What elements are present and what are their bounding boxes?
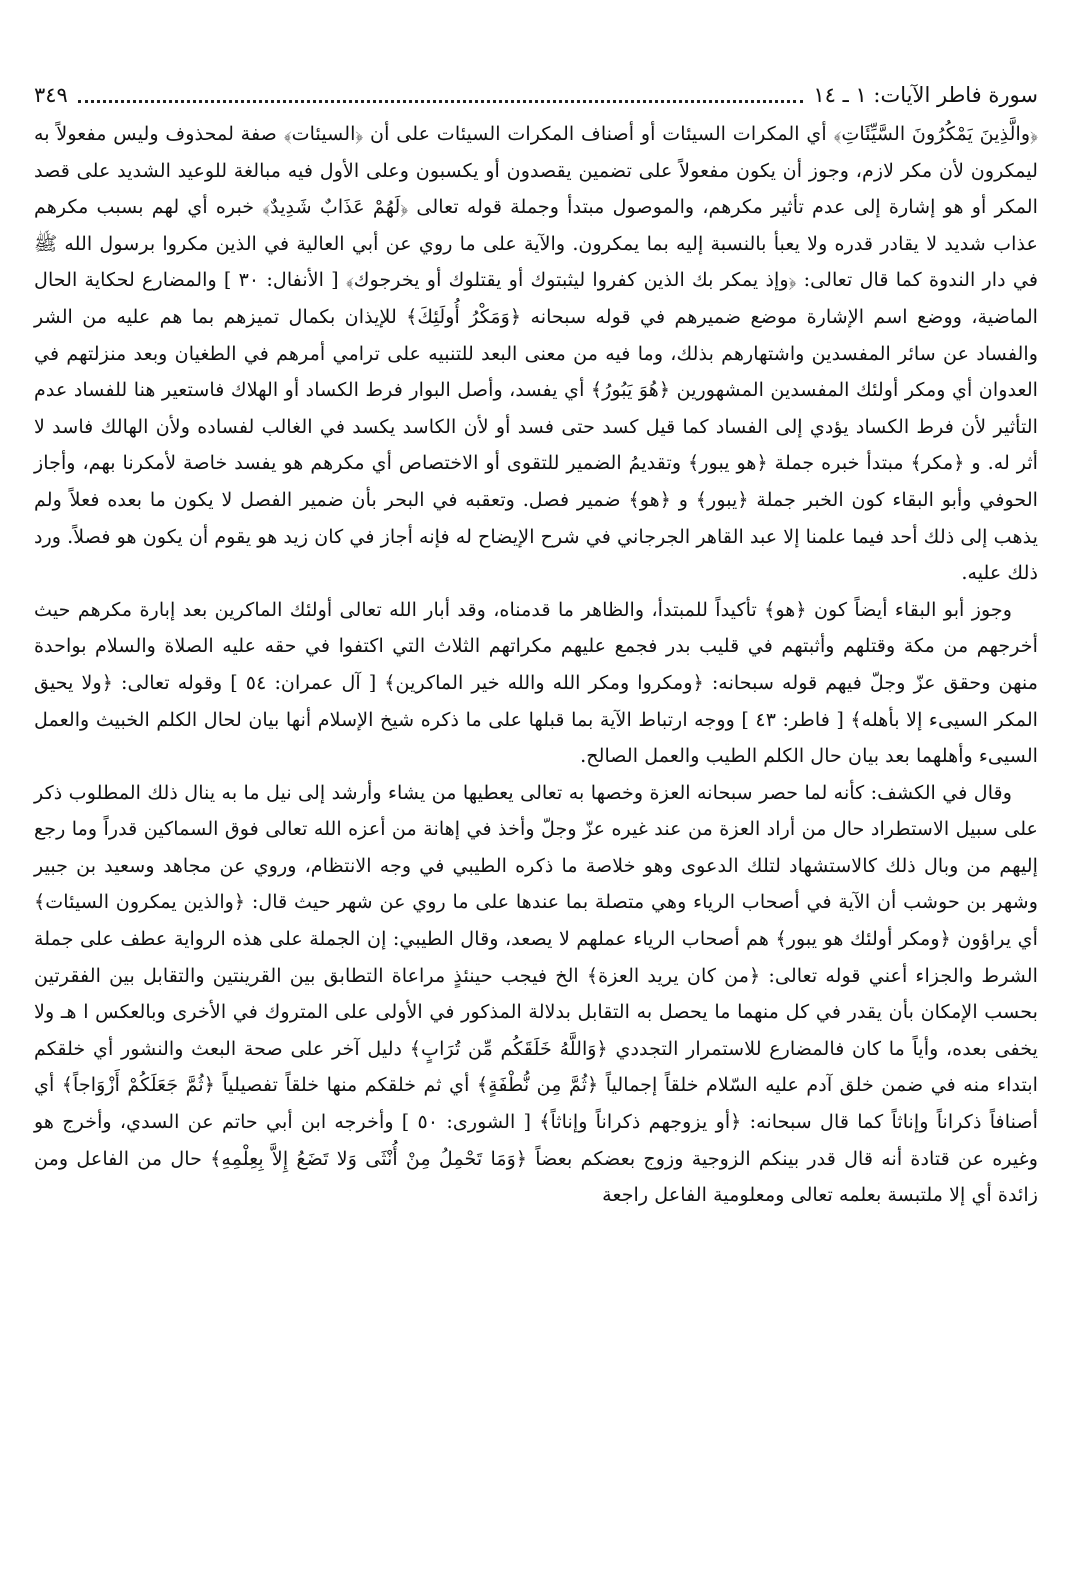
paragraph-2: وجوز أبو البقاء أيضاً كون ﴿هو﴾ تأكيداً للمبتدأ، والظاهر ما قدمناه، وقد أبار الله تعالى أولئك الماكرين بعد إبارة مكرهم حيث أخرجهم من مكة وقتلهم وأثبتهم في قليب بدر فجمع عليهم مكراتهم الثلاث التي اكتفوا في حقه عليه الصلاة والسلام بواحدة منهن وحقق عزّ وجلّ فيهم قوله سبحانه: ﴿ومكروا ومكر الله والله خير الماكرين﴾ [ آل عمران: ٥٤ ] وقوله تعالى: ﴿ولا يحيق المكر السيىء إلا بأهله﴾ [ فاطر: ٤٣ ] ووجه ارتباط الآية بما قبلها على ما ذكره شيخ الإسلام أنها بيان لحال الكلم الخبيث والعمل السيىء وأهلهما بعد بيان حال الكلم الطيب والعمل الصالح. bbox=[34, 597, 1038, 768]
running-title: سورة فاطر الآيات: ١ ـ ١٤ bbox=[813, 83, 1038, 107]
leader-dots bbox=[78, 100, 804, 103]
paragraph-1: ﴿والَّذِينَ يَمْكُرُونَ السَّيِّئَاتِ﴾ أي المكرات السيئات أو أصناف المكرات السيئات على أن ﴿السيئات﴾ صفة لمحذوف وليس مفعولاً به ليمكرون لأن مكر لازم، وجوز أن يكون مفعولاً على تضمين يقصدون أو يكسبون وعلى الأول فيه مبالغة للوعيد الشديد على قصد المكر أو هو إشارة إلى عدم تأثير مكرهم، والموصول مبتدأ وجملة قوله تعالى ﴿لَهُمْ عَذَابٌ شَدِيدٌ﴾ خبره أي لهم بسبب مكرهم عذاب شديد لا يقادر قدره ولا يعبأ بالنسبة إليه بما يمكرون. والآية على ما روي عن أبي العالية في الذين مكروا برسول الله ﷺ في دار الندوة كما قال تعالى: ﴿وإذ يمكر بك الذين كفروا ليثبتوك أو يقتلوك أو يخرجوك﴾ [ الأنفال: ٣٠ ] والمضارع لحكاية الحال الماضية، ووضع اسم الإشارة موضع ضميرهم في قوله سبحانه ﴿وَمَكْرُ أُولَئِكَ﴾ للإيذان بكمال تميزهم بما هم عليه من الشر والفساد عن سائر المفسدين واشتهارهم بذلك، وما فيه من معنى البعد للتنبيه على ترامي أمرهم في الطغيان وبعد منزلتهم في العدوان أي ومكر أولئك المفسدين المشهورين ﴿هُوَ يَبُورُ﴾ أي يفسد، وأصل البوار فرط الكساد أو الهلاك فاستعير هنا للفساد عدم التأثير لأن فرط الكساد يؤدي إلى الفساد كما قيل كسد حتى فسد أو لأن الكاسد يكسد في الغالب لفساده ولأن الهالك فاسد لا أثر له. و ﴿مكر﴾ مبتدأ خبره جملة ﴿هو يبور﴾ وتقديمُ الضمير للتقوى أو الاختصاص أي مكرهم هو يفسد خاصة لأمكرنا بهم، وأجاز الحوفي وأبو البقاء كون الخبر جملة ﴿يبور﴾ و ﴿هو﴾ ضمير فصل. وتعقبه في البحر بأن ضمير الفصل لا يكون ما بعده فعلاً ولم يذهب إلى ذلك أحد فيما علمنا إلا عبد القاهر الجرجاني في شرح الإيضاح له فإنه أجاز في كان زيد هو يقوم أن يكون هو فصلاً. ورد ذلك عليه. bbox=[34, 122, 1038, 585]
page-body bbox=[34, 116, 1038, 1214]
page-number: ٣٤٩ bbox=[34, 83, 68, 107]
page-header bbox=[34, 78, 1038, 112]
paragraph-3: وقال في الكشف: كأنه لما حصر سبحانه العزة وخصها به تعالى يعطيها من يشاء وأرشد إلى نيل ما به ينال ذلك المطلوب ذكر على سبيل الاستطراد حال من أراد العزة من عند غيره عزّ وجلّ وأخذ في إهانة من أعزه الله تعالى فوق السماكين قدراً وما رجع إليهم من وبال ذلك كالاستشهاد لتلك الدعوى وهو خلاصة ما ذكره الطيبي في وجه الانتظام، وروي عن مجاهد وسعيد بن جبير وشهر بن حوشب أن الآية في أصحاب الرياء وهي متصلة بما عندها على ما روي عن شهر حيث قال: ﴿والذين يمكرون السيئات﴾ أي يراؤون ﴿ومكر أولئك هو يبور﴾ هم أصحاب الرياء عملهم لا يصعد، وقال الطيبي: إن الجملة على هذه الرواية عطف على جملة الشرط والجزاء أعني قوله تعالى: ﴿من كان يريد العزة﴾ الخ فيجب حينئذٍ مراعاة التطابق بين القرينتين والتقابل بين الفقرتين بحسب الإمكان بأن يقدر في كل منهما ما يحصل به التقابل بدلالة المذكور في الأولى على المتروك في الأخرى وبالعكس ا هـ ولا يخفى بعده، وأياً ما كان فالمضارع للاستمرار التجددي ﴿وَاللَّهُ خَلَقَكُم مِّن تُرَابٍ﴾ دليل آخر على صحة البعث والنشور أي خلقكم ابتداء منه في ضمن خلق آدم عليه السّلام خلقاً إجمالياً ﴿ثُمَّ مِن نُّطْفَةٍ﴾ أي ثم خلقكم منها خلقاً تفصيلياً ﴿ثُمَّ جَعَلَكُمْ أَزْوَاجاً﴾ أي أصنافاً ذكراناً وإناثاً كما قال سبحانه: ﴿أو يزوجهم ذكراناً وإناثاً﴾ [ الشورى: ٥٠ ] وأخرجه ابن أبي حاتم عن السدي، وأخرج هو وغيره عن قتادة أنه قال قدر بينكم الزوجية وزوج بعضكم بعضاً ﴿وَمَا تَحْمِلُ مِنْ أُنْثَى وَلا تَضَعُ إِلاَّ بِعِلْمِهِ﴾ حال من الفاعل ومن زائدة أي إلا ملتبسة بعلمه تعالى ومعلومية الفاعل راجعة bbox=[34, 780, 1038, 1207]
